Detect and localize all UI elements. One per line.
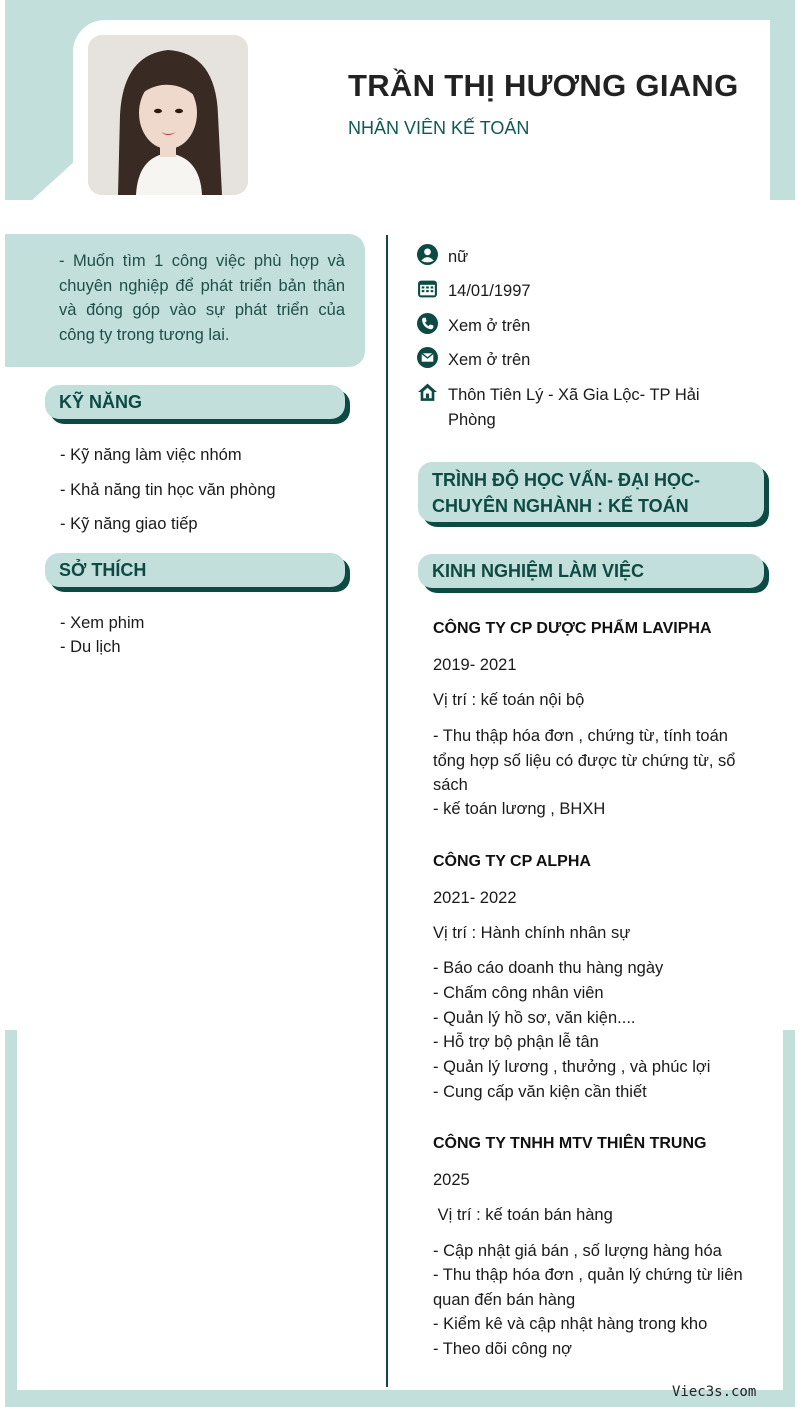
education-line-1: TRÌNH ĐỘ HỌC VẤN- ĐẠI HỌC-: [432, 470, 700, 490]
phone-value: Xem ở trên: [448, 317, 531, 335]
watermark: Viec3s.com: [672, 1384, 757, 1400]
job-duty: - Theo dõi công nợ: [433, 1340, 572, 1358]
calendar-icon: [417, 278, 438, 299]
job-company: CÔNG TY CP DƯỢC PHẨM LAVIPHA: [433, 620, 712, 637]
job-duty: - kế toán lương , BHXH: [433, 800, 606, 818]
column-divider: [386, 235, 388, 1387]
job-period: 2025: [433, 1171, 470, 1189]
education-line-2: CHUYÊN NGHÀNH : KẾ TOÁN: [432, 496, 689, 516]
job-company: CÔNG TY TNHH MTV THIÊN TRUNG: [433, 1135, 707, 1152]
job-title: NHÂN VIÊN KẾ TOÁN: [348, 118, 530, 138]
profile-photo: [88, 35, 248, 195]
objective-text: - Muốn tìm 1 công việc phù hợp và chuyên nghiệp để phát triển bản thân và đóng góp vào sự phát triển của công ty trong tương lai.: [59, 252, 345, 344]
contact-birthday: [417, 278, 757, 304]
frame-right: [783, 1030, 795, 1407]
job-duty: - Cung cấp văn kiện cần thiết: [433, 1083, 647, 1101]
envelope-icon: [417, 347, 438, 368]
contact-gender: [417, 244, 757, 270]
job-period: 2019- 2021: [433, 656, 517, 674]
home-icon: [417, 382, 438, 403]
contact-email: [417, 347, 757, 373]
experience-heading-label: KINH NGHIỆM LÀM VIỆC: [432, 561, 645, 581]
contact-address: [417, 382, 757, 434]
hobby-item: - Du lịch: [60, 638, 121, 656]
job-duty: - Kiểm kê và cập nhật hàng trong kho: [433, 1315, 708, 1333]
job-duty: - Hỗ trợ bộ phận lễ tân: [433, 1033, 599, 1051]
job-duty: - Thu thập hóa đơn , chứng từ, tính toán tổng hợp số liệu có được từ chứng từ, sổ sách: [433, 727, 736, 795]
gender-value: nữ: [448, 248, 469, 266]
skill-item: - Khả năng tin học văn phòng: [60, 481, 276, 499]
experience-heading: [418, 554, 764, 588]
hobbies-heading-label: SỞ THÍCH: [59, 560, 147, 580]
job-duty: - Thu thập hóa đơn , quản lý chứng từ liên quan đến bán hàng: [433, 1266, 743, 1309]
job-duty: - Báo cáo doanh thu hàng ngày: [433, 959, 664, 977]
job-duty: - Chấm công nhân viên: [433, 984, 604, 1002]
user-circle-icon: [417, 244, 438, 265]
birthday-value: 14/01/1997: [448, 282, 531, 300]
skill-item: - Kỹ năng giao tiếp: [60, 515, 198, 533]
job-company: CÔNG TY CP ALPHA: [433, 853, 591, 870]
job-position: Vị trí : Hành chính nhân sự: [433, 924, 631, 942]
skills-heading: [45, 385, 345, 419]
address-value: Thôn Tiên Lý - Xã Gia Lộc- TP Hải Phòng: [448, 386, 700, 429]
phone-icon: [417, 313, 438, 334]
frame-left: [5, 1030, 17, 1407]
job-position: Vị trí : kế toán nội bộ: [433, 691, 585, 709]
hobby-item: - Xem phim: [60, 614, 145, 632]
skill-item: - Kỹ năng làm việc nhóm: [60, 446, 242, 464]
job-duty: - Quản lý hồ sơ, văn kiện....: [433, 1009, 636, 1027]
job-period: 2021- 2022: [433, 889, 517, 907]
candidate-name: TRẦN THỊ HƯƠNG GIANG: [348, 68, 739, 103]
contact-phone: [417, 313, 757, 339]
job-position: Vị trí : kế toán bán hàng: [433, 1206, 613, 1224]
job-duty: - Quản lý lương , thưởng , và phúc lợi: [433, 1058, 711, 1076]
skills-heading-label: KỸ NĂNG: [59, 392, 143, 412]
email-value: Xem ở trên: [448, 351, 531, 369]
education-heading: [418, 462, 764, 522]
job-duty: - Cập nhật giá bán , số lượng hàng hóa: [433, 1242, 722, 1260]
hobbies-heading: [45, 553, 345, 587]
